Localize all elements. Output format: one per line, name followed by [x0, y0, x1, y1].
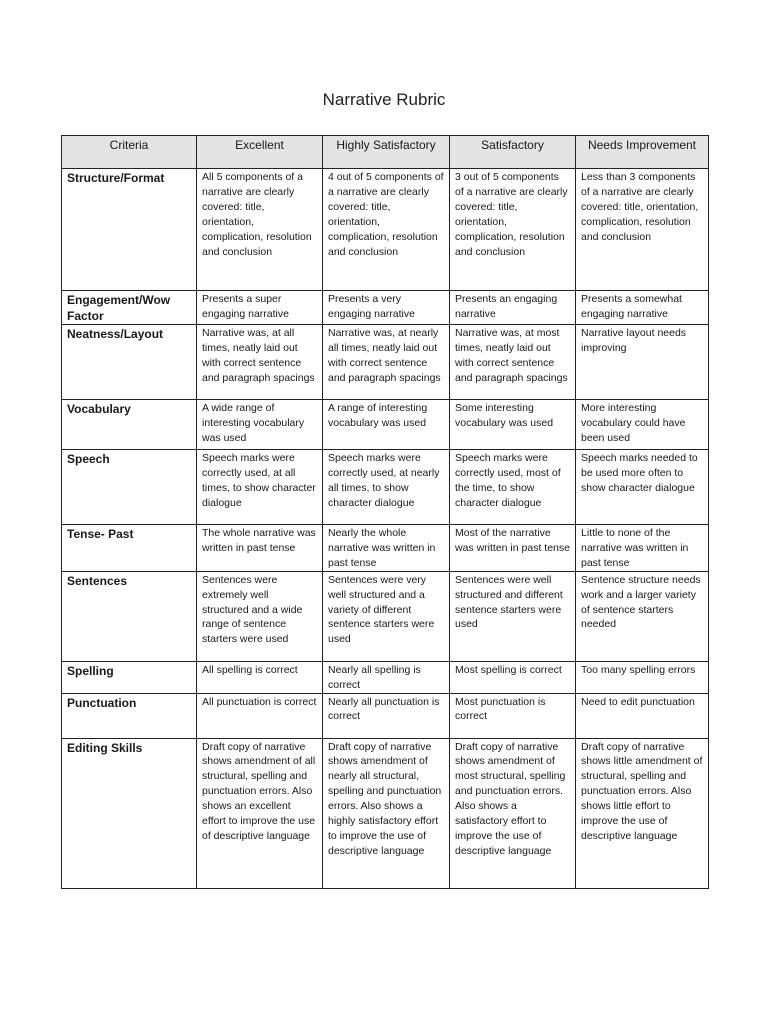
rating-cell: Most of the narrative was written in past tense	[450, 525, 576, 572]
rating-cell: Draft copy of narrative shows amendment of nearly all structural, spelling and punctuation errors. Also shows a highly satisfactory effort to improve the use of descriptive language	[323, 738, 450, 888]
page-title: Narrative Rubric	[322, 90, 446, 109]
rating-cell: Sentence structure needs work and a larger variety of sentence starters needed	[576, 571, 709, 661]
rating-cell: Draft copy of narrative shows amendment of all structural, spelling and punctuation errors. Also shows an excellent effort to improve the use of descriptive language	[197, 738, 323, 888]
rating-cell: Nearly all spelling is correct	[323, 661, 450, 693]
criteria-cell: Engagement/Wow Factor	[62, 291, 197, 325]
header-satisfactory: Satisfactory	[450, 136, 576, 169]
table-row	[62, 525, 709, 572]
table-row	[62, 450, 709, 525]
rating-cell: Speech marks were correctly used, most of the time, to show character dialogue	[450, 450, 576, 525]
criteria-cell: Editing Skills	[62, 738, 197, 888]
rating-cell: Most spelling is correct	[450, 661, 576, 693]
rating-cell: Too many spelling errors	[576, 661, 709, 693]
rating-cell: Narrative layout needs improving	[576, 325, 709, 400]
rating-cell: Presents a somewhat engaging narrative	[576, 291, 709, 325]
rubric-table	[61, 135, 709, 889]
header-needs-improvement: Needs Improvement	[576, 136, 709, 169]
criteria-cell: Sentences	[62, 571, 197, 661]
rating-cell: Sentences were extremely well structured and a wide range of sentence starters were used	[197, 571, 323, 661]
rating-cell: Presents a super engaging narrative	[197, 291, 323, 325]
criteria-cell: Spelling	[62, 661, 197, 693]
rating-cell: Most punctuation is correct	[450, 693, 576, 738]
rating-cell: Sentences were well structured and different sentence starters were used	[450, 571, 576, 661]
criteria-cell: Speech	[62, 450, 197, 525]
rating-cell: Presents an engaging narrative	[450, 291, 576, 325]
rating-cell: A wide range of interesting vocabulary was used	[197, 400, 323, 450]
rating-cell: Speech marks were correctly used, at all times, to show character dialogue	[197, 450, 323, 525]
table-row	[62, 169, 709, 291]
rating-cell: 3 out of 5 components of a narrative are clearly covered: title, orientation, complication, resolution and conclusion	[450, 169, 576, 291]
table-row	[62, 661, 709, 693]
rating-cell: 4 out of 5 components of a narrative are clearly covered: title, orientation, complication, resolution and conclusion	[323, 169, 450, 291]
rating-cell: Narrative was, at most times, neatly laid out with correct sentence and paragraph spacings	[450, 325, 576, 400]
rating-cell: Nearly all punctuation is correct	[323, 693, 450, 738]
header-criteria: Criteria	[62, 136, 197, 169]
header-highly-satisfactory: Highly Satisfactory	[323, 136, 450, 169]
rating-cell: More interesting vocabulary could have been used	[576, 400, 709, 450]
criteria-cell: Punctuation	[62, 693, 197, 738]
rating-cell: All punctuation is correct	[197, 693, 323, 738]
criteria-cell: Vocabulary	[62, 400, 197, 450]
rating-cell: Some interesting vocabulary was used	[450, 400, 576, 450]
criteria-cell: Tense- Past	[62, 525, 197, 572]
table-row	[62, 693, 709, 738]
rating-cell: Less than 3 components of a narrative are clearly covered: title, orientation, complication, resolution and conclusion	[576, 169, 709, 291]
rating-cell: Speech marks needed to be used more often to show character dialogue	[576, 450, 709, 525]
rating-cell: Presents a very engaging narrative	[323, 291, 450, 325]
rating-cell: Speech marks were correctly used, at nearly all times, to show character dialogue	[323, 450, 450, 525]
rating-cell: Narrative was, at all times, neatly laid out with correct sentence and paragraph spacings	[197, 325, 323, 400]
rating-cell: All 5 components of a narrative are clearly covered: title, orientation, complication, resolution and conclusion	[197, 169, 323, 291]
rating-cell: Nearly the whole narrative was written in past tense	[323, 525, 450, 572]
criteria-cell: Structure/Format	[62, 169, 197, 291]
rating-cell: Narrative was, at nearly all times, neatly laid out with correct sentence and paragraph spacings	[323, 325, 450, 400]
rating-cell: The whole narrative was written in past tense	[197, 525, 323, 572]
rating-cell: Draft copy of narrative shows amendment of most structural, spelling and punctuation errors. Also shows a satisfactory effort to improve the use of descriptive language	[450, 738, 576, 888]
table-row	[62, 400, 709, 450]
rating-cell: All spelling is correct	[197, 661, 323, 693]
header-row	[62, 136, 709, 169]
criteria-cell: Neatness/Layout	[62, 325, 197, 400]
table-row	[62, 738, 709, 888]
rating-cell: Little to none of the narrative was written in past tense	[576, 525, 709, 572]
table-row	[62, 571, 709, 661]
rating-cell: A range of interesting vocabulary was used	[323, 400, 450, 450]
rating-cell: Draft copy of narrative shows little amendment of structural, spelling and punctuation errors. Also shows little effort to improve the use of descriptive language	[576, 738, 709, 888]
rating-cell: Need to edit punctuation	[576, 693, 709, 738]
table-row	[62, 291, 709, 325]
rating-cell: Sentences were very well structured and a variety of different sentence starters were used	[323, 571, 450, 661]
table-row	[62, 325, 709, 400]
header-excellent: Excellent	[197, 136, 323, 169]
